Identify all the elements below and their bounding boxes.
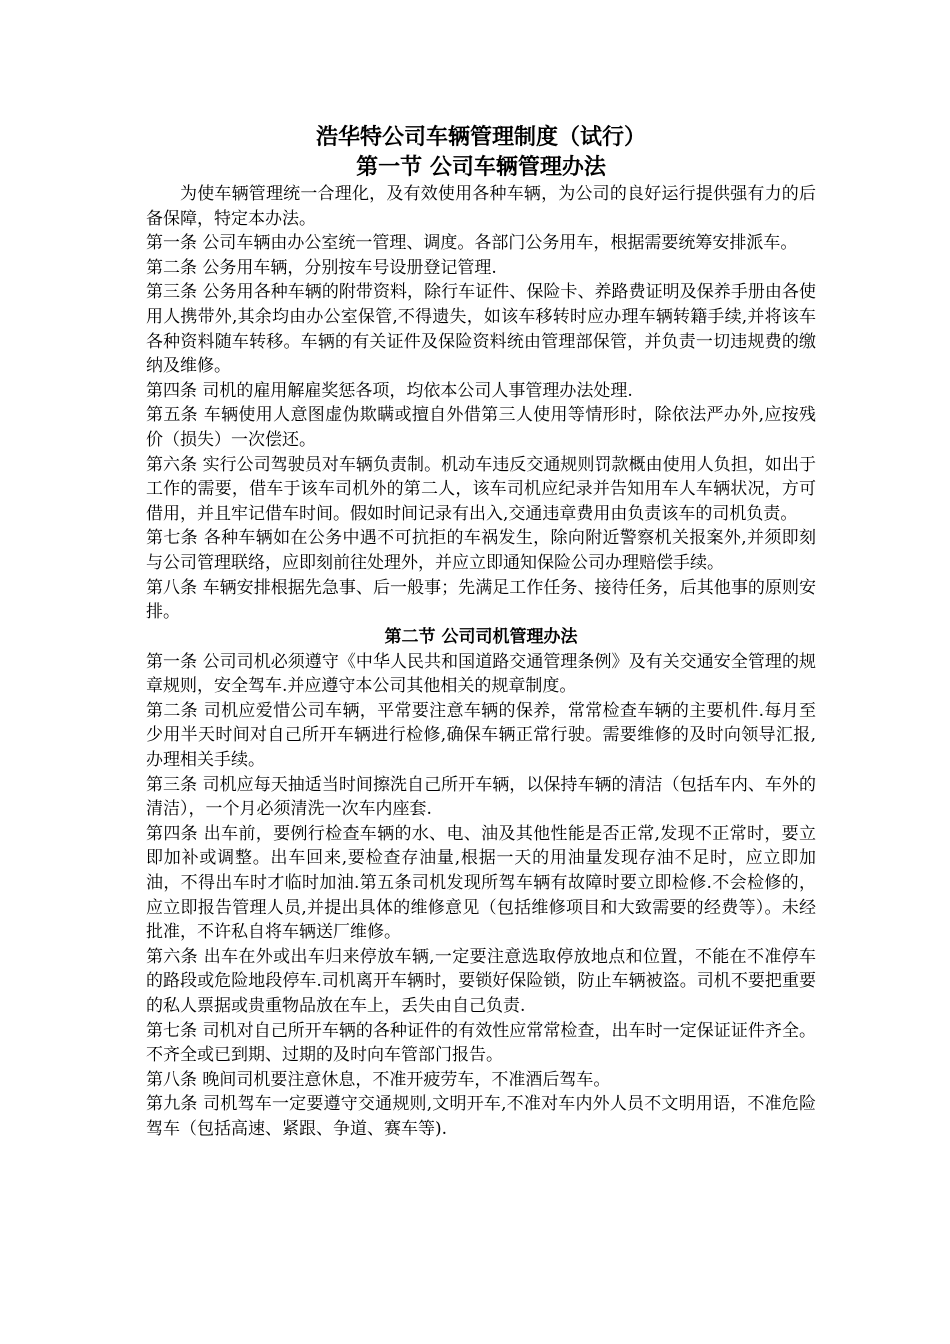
- section-2-article: 第八条 晚间司机要注意休息，不准开疲劳车，不准酒后驾车。: [146, 1069, 611, 1090]
- section-2-article: 第六条 出车在外或出车归来停放车辆,一定要注意选取停放地点和位置，不能在不准停车的路段或危险地段停车.司机离开车辆时，要锁好保险锁，防止车辆被盗。司机不要把重要的私人票据或贵重物品放在车上，丢失由自己负责.: [146, 946, 816, 1016]
- section-2-article: 第四条 出车前，要例行检查车辆的水、电、油及其他性能是否正常,发现不正常时，要立即加补或调整。出车回来,要检查存油量,根据一天的用油量发现存油不足时，应立即加油，不得出车时才临时加油.第五条司机发现所驾车辆有故障时要立即检修.不会检修的，应立即报告管理人员,并提出具体的维修意见（包括维修项目和大致需要的经费等）。未经批准，不许私自将车辆送厂维修。: [146, 823, 816, 943]
- section-2-article: 第九条 司机驾车一定要遵守交通规则,文明开车,不准对车内外人员不文明用语，不准危险驾车（包括高速、紧跟、争道、赛车等).: [146, 1094, 816, 1139]
- section-2-article: 第二条 司机应爱惜公司车辆，平常要注意车辆的保养，常常检查车辆的主要机件.每月至少用半天时间对自己所开车辆进行检修,确保车辆正常行驶。需要维修的及时向领导汇报,办理相关手续。: [146, 700, 816, 771]
- document-page: [146, 122, 816, 1142]
- section-1-heading: 第一节 公司车辆管理办法: [356, 154, 606, 180]
- section-1-article: 第三条 公务用各种车辆的附带资料，除行车证件、保险卡、养路费证明及保养手册由各使用人携带外,其余均由办公室保管,不得遗失，如该车移转时应办理车辆转籍手续,并将该车各种资料随车转移。车辆的有关证件及保险资料统由管理部保管，并负责一切违规费的缴纳及维修。: [146, 282, 816, 377]
- section-1-article: 第二条 公务用车辆，分别按车号设册登记管理.: [146, 257, 497, 278]
- section-1-article: 第六条 实行公司驾驶员对车辆负责制。机动车违反交通规则罚款概由使用人负担，如出于工作的需要，借车于该车司机外的第二人，该车司机应纪录并告知用车人车辆状况，方可借用，并且牢记借车时间。假如时间记录有出入,交通违章费用由负责该车的司机负责。: [146, 454, 816, 524]
- section-2-article: 第一条 公司司机必须遵守《中华人民共和国道路交通管理条例》及有关交通安全管理的规章规则，安全驾车.并应遵守本公司其他相关的规章制度。: [146, 651, 816, 697]
- section-1-article: 第一条 公司车辆由办公室统一管理、调度。各部门公务用车，根据需要统筹安排派车。: [146, 233, 798, 254]
- section-2-heading: 第二节 公司司机管理办法: [384, 626, 578, 647]
- section-2-article: 第七条 司机对自己所开车辆的各种证件的有效性应常常检查，出车时一定保证证件齐全。不齐全或已到期、过期的及时向车管部门报告。: [146, 1020, 816, 1066]
- section-1-article: 第四条 司机的雇用解雇奖惩各项，均依本公司人事管理办法处理.: [146, 380, 633, 401]
- section-1-article: 第七条 各种车辆如在公务中遇不可抗拒的车祸发生，除向附近警察机关报案外,并须即刻与公司管理联络，应即刻前往处理外，并应立即通知保险公司办理赔偿手续。: [146, 528, 816, 573]
- document-title: 浩华特公司车辆管理制度（试行）: [315, 124, 646, 150]
- section-1-article: 第五条 车辆使用人意图虚伪欺瞒或擅自外借第三人使用等情形时，除依法严办外,应按残价（损失）一次偿还。: [146, 405, 816, 450]
- section-1-article: 第八条 车辆安排根据先急事、后一般事；先满足工作任务、接待任务，后其他事的原则安排。: [146, 577, 816, 623]
- section-1-intro: 为使车辆管理统一合理化，及有效使用各种车辆，为公司的良好运行提供强有力的后备保障，特定本办法。: [146, 184, 816, 229]
- section-2-article: 第三条 司机应每天抽适当时间擦洗自己所开车辆，以保持车辆的清洁（包括车内、车外的清洁），一个月必须清洗一次车内座套.: [146, 774, 816, 820]
